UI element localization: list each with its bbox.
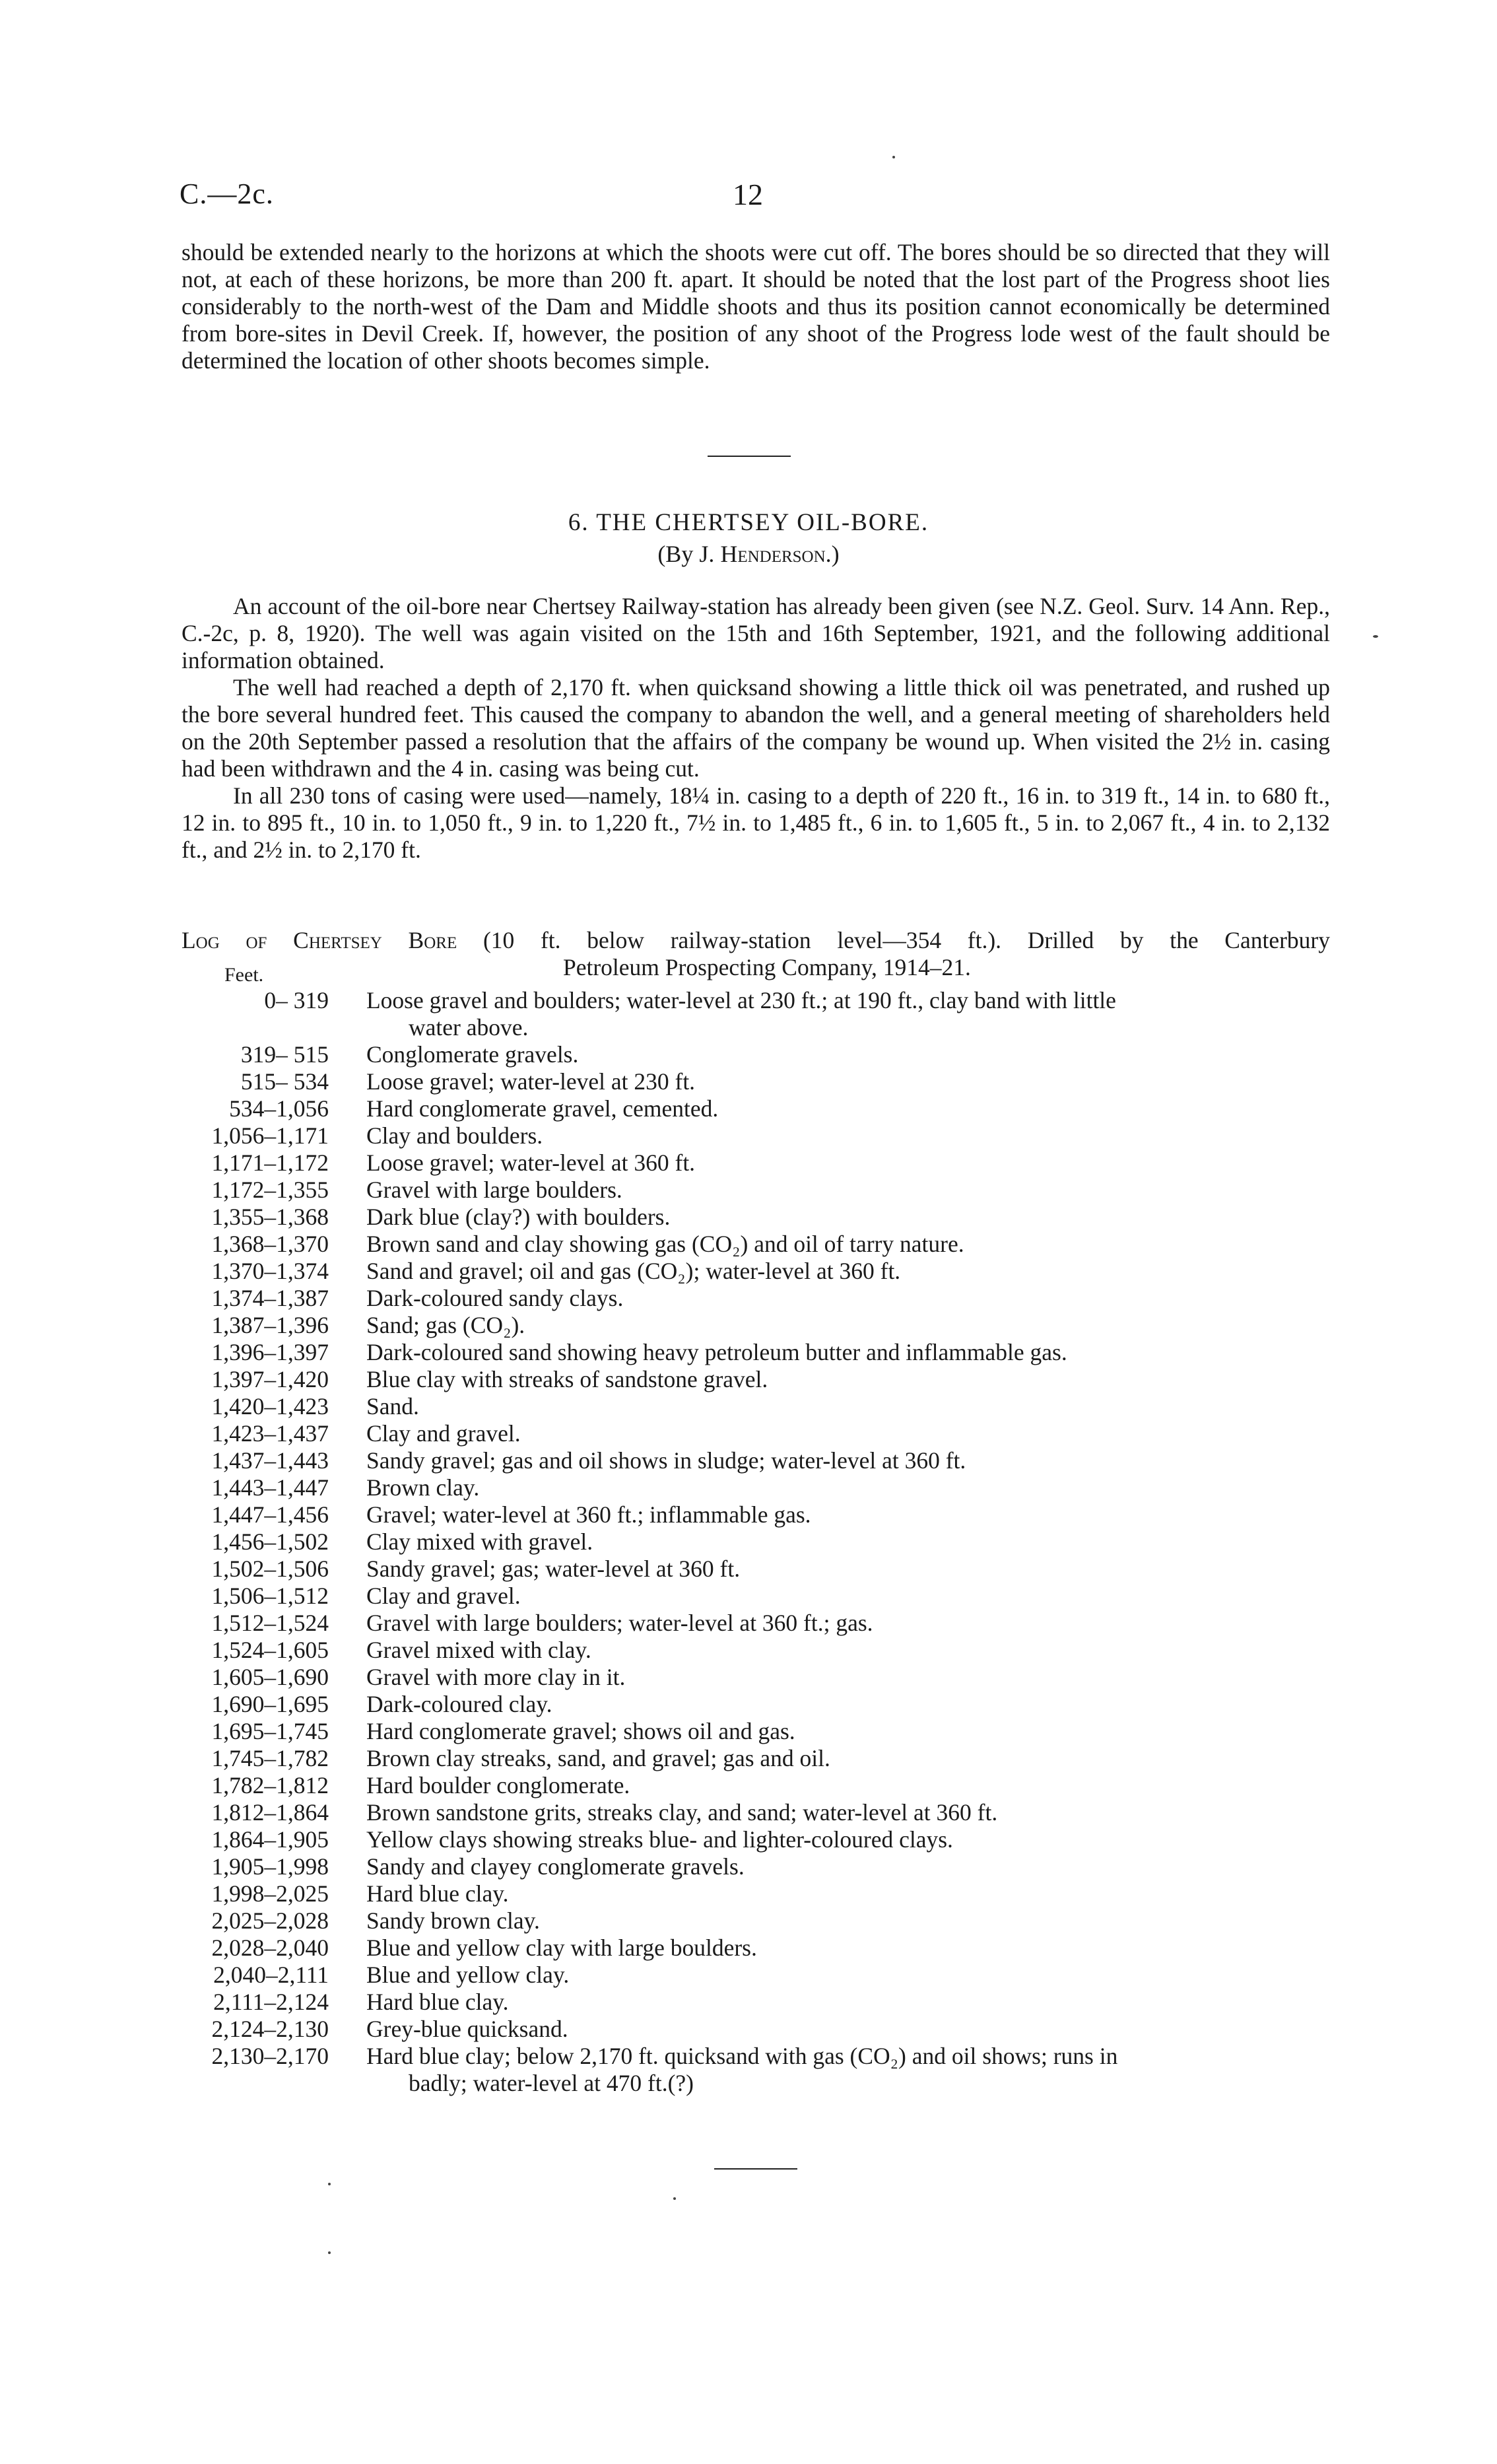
- log-caption-line1: [182, 927, 1330, 954]
- log-row: [178, 1312, 1340, 1339]
- log-description: [366, 1447, 1340, 1474]
- log-description: [366, 1556, 1340, 1583]
- paragraph-1: An account of the oil-bore near Chertsey Railway-station has already been given (see N.Z. Geol. Surv. 14 Ann. Rep., C.-2c, p. 8, 1920). The well was again visited on the 15th and 16th September, 1921, and the following additional information obtained.: [182, 593, 1330, 673]
- log-depth: 1,370–1,374: [211, 1258, 329, 1284]
- log-description-text: Gravel with more clay in it.: [366, 1664, 626, 1690]
- log-row: [178, 1420, 1340, 1447]
- log-depth: 1,396–1,397: [211, 1339, 329, 1365]
- log-description: [366, 1880, 1340, 1907]
- log-depth: 2,124–2,130: [211, 2016, 329, 2042]
- log-description-text: Blue clay with streaks of sandstone gravel.: [366, 1366, 768, 1392]
- log-depth: 1,695–1,745: [211, 1718, 329, 1744]
- log-depth: 2,025–2,028: [211, 1907, 329, 1934]
- log-row: [178, 2043, 1340, 2097]
- log-depth: 1,447–1,456: [211, 1501, 329, 1528]
- log-row: [178, 1339, 1340, 1366]
- log-description-text: Clay and gravel.: [366, 1583, 521, 1609]
- log-row: [178, 1393, 1340, 1420]
- scan-speck: [892, 156, 895, 158]
- log-row: [178, 1745, 1340, 1772]
- log-depth: 1,423–1,437: [211, 1420, 329, 1447]
- log-description: [366, 1149, 1340, 1177]
- log-description-text: Sandy gravel; gas and oil shows in sludge; water-level at 360 ft.: [366, 1447, 966, 1474]
- log-depth: 1,812–1,864: [211, 1799, 329, 1826]
- log-description-text: Dark-coloured clay.: [366, 1691, 552, 1717]
- log-caption-label: Log of Chertsey Bore: [182, 927, 457, 953]
- log-depth: 1,171–1,172: [211, 1149, 329, 1176]
- log-row: [178, 1474, 1340, 1501]
- author-suffix: .): [825, 541, 840, 567]
- log-depth: 0– 319: [264, 987, 329, 1013]
- log-depth: 1,512–1,524: [211, 1610, 329, 1636]
- log-row: [178, 1041, 1340, 1068]
- log-row: [178, 1501, 1340, 1528]
- log-description-text: Dark-coloured sand showing heavy petroleum butter and inflammable gas.: [366, 1339, 1067, 1365]
- log-depth: 2,028–2,040: [211, 1934, 329, 1961]
- log-row: [178, 1095, 1340, 1122]
- log-depth: 1,524–1,605: [211, 1637, 329, 1663]
- log-depth: 1,397–1,420: [211, 1366, 329, 1392]
- log-row: [178, 1204, 1340, 1231]
- log-description-text: Sandy gravel; gas; water-level at 360 ft.: [366, 1556, 741, 1582]
- log-description: [366, 1285, 1340, 1312]
- log-description-text: Hard blue clay; below 2,170 ft. quicksand with gas (CO₂) and oil shows; runs in: [366, 2043, 1118, 2069]
- paragraph-3: In all 230 tons of casing were used—namely, 18¼ in. casing to a depth of 220 ft., 16 in. to 319 ft., 14 in. to 680 ft., 12 in. to 895 ft., 10 in. to 1,050 ft., 9 in. to 1,220 ft., 7½ in. to 1,485 ft., 6 in. to 1,605 ft., 5 in. to 2,067 ft., 4 in. to 2,132 ft., and 2½ in. to 2,170 ft.: [182, 782, 1330, 863]
- log-depth: 515– 534: [240, 1068, 329, 1095]
- page-number: 12: [733, 178, 763, 211]
- log-depth: 1,420–1,423: [211, 1393, 329, 1420]
- log-description: [366, 1312, 1340, 1339]
- log-description: [366, 1934, 1340, 1962]
- log-description-text: Brown sand and clay showing gas (CO₂) and oil of tarry nature.: [366, 1231, 964, 1257]
- scan-speck: [1373, 635, 1378, 638]
- log-row: [178, 1664, 1340, 1691]
- log-row: [178, 1826, 1340, 1853]
- log-description: [366, 1068, 1340, 1095]
- log-description: [366, 1177, 1340, 1204]
- log-depth: 1,172–1,355: [211, 1177, 329, 1203]
- log-description-text: Loose gravel; water-level at 230 ft.: [366, 1068, 696, 1095]
- log-depth: 2,040–2,111: [213, 1962, 329, 1988]
- log-depth: 2,130–2,170: [211, 2043, 329, 2069]
- log-row: [178, 1258, 1340, 1285]
- log-depth: 1,387–1,396: [211, 1312, 329, 1338]
- log-depth: 1,905–1,998: [211, 1853, 329, 1880]
- log-row: [178, 1528, 1340, 1556]
- log-description: [366, 1041, 1340, 1068]
- log-description-text: Sand and gravel; oil and gas (CO₂); water-level at 360 ft.: [366, 1258, 901, 1284]
- log-description-text: Gravel with large boulders.: [366, 1177, 622, 1203]
- log-description-text: Brown sandstone grits, streaks clay, and sand; water-level at 360 ft.: [366, 1799, 998, 1826]
- log-description-text: Gravel with large boulders; water-level at 360 ft.; gas.: [366, 1610, 873, 1636]
- log-depth: 1,782–1,812: [211, 1772, 329, 1798]
- log-description: [366, 1962, 1340, 1989]
- log-caption-line2: Petroleum Prospecting Company, 1914–21.: [563, 954, 971, 980]
- log-description-text: Dark blue (clay?) with boulders.: [366, 1204, 671, 1230]
- log-depth: 1,506–1,512: [211, 1583, 329, 1609]
- log-description: [366, 2043, 1340, 2097]
- log-description-text: Sandy brown clay.: [366, 1907, 540, 1934]
- log-description: [366, 1853, 1340, 1880]
- divider-rule-bottom: [714, 2168, 797, 2170]
- section-author: [0, 540, 1497, 568]
- log-description-text: Gravel; water-level at 360 ft.; inflammable gas.: [366, 1501, 811, 1528]
- log-depth: 1,605–1,690: [211, 1664, 329, 1690]
- log-row: [178, 1718, 1340, 1745]
- log-row: [178, 2016, 1340, 2043]
- log-description: [366, 1474, 1340, 1501]
- log-description: [366, 1989, 1340, 2016]
- log-depth: 1,745–1,782: [211, 1745, 329, 1771]
- log-depth: 1,437–1,443: [211, 1447, 329, 1474]
- log-description: [366, 1339, 1340, 1366]
- log-description-text: Loose gravel and boulders; water-level at 230 ft.; at 190 ft., clay band with little: [366, 987, 1116, 1013]
- log-depth: 1,374–1,387: [211, 1285, 329, 1311]
- log-description-text: Conglomerate gravels.: [366, 1041, 579, 1068]
- log-description: [366, 2016, 1340, 2043]
- log-description-text: Hard boulder conglomerate.: [366, 1772, 630, 1798]
- log-row: [178, 1366, 1340, 1393]
- log-row: [178, 1907, 1340, 1934]
- log-row: [178, 1772, 1340, 1799]
- log-depth: 1,864–1,905: [211, 1826, 329, 1853]
- divider-rule-top: [708, 456, 791, 457]
- log-description-text: Hard blue clay.: [366, 1989, 509, 2015]
- log-description-text: Clay and boulders.: [366, 1122, 543, 1149]
- log-row: [178, 1962, 1340, 1989]
- log-description: [366, 1583, 1340, 1610]
- log-row: [178, 1068, 1340, 1095]
- log-description: [366, 1772, 1340, 1799]
- log-depth: 1,998–2,025: [211, 1880, 329, 1907]
- log-row: [178, 1637, 1340, 1664]
- log-row: [178, 1122, 1340, 1149]
- log-description-text: Sandy and clayey conglomerate gravels.: [366, 1853, 745, 1880]
- log-depth: 1,368–1,370: [211, 1231, 329, 1257]
- log-row: [178, 1880, 1340, 1907]
- intro-paragraph: should be extended nearly to the horizons at which the shoots were cut off. The bores should be so directed that they will not, at each of these horizons, be more than 200 ft. apart. It should be noted that the lost part of the Progress shoot lies considerably to the north-west of the Dam and Middle shoots and thus its position cannot economically be determined from bore-sites in Devil Creek. If, however, the position of any shoot of the Progress lode west of the fault should be determined the location of other shoots becomes simple.: [182, 239, 1330, 374]
- log-depth: 1,056–1,171: [211, 1122, 329, 1149]
- log-depth: 534–1,056: [229, 1095, 329, 1122]
- log-row: [178, 1285, 1340, 1312]
- log-description-text: Clay and gravel.: [366, 1420, 521, 1447]
- log-row: [178, 1231, 1340, 1258]
- log-description-text: Hard conglomerate gravel; shows oil and gas.: [366, 1718, 795, 1744]
- log-row: [178, 1989, 1340, 2016]
- section-title: 6. THE CHERTSEY OIL-BORE.: [568, 509, 929, 536]
- intro-text: [182, 239, 1330, 374]
- log-description: [366, 1528, 1340, 1556]
- log-row: [178, 1610, 1340, 1637]
- author-name: Henderson: [720, 541, 826, 567]
- log-description: [366, 1907, 1340, 1934]
- log-description: [366, 1799, 1340, 1826]
- paragraph-2: The well had reached a depth of 2,170 ft. when quicksand showing a little thick oil was penetrated, and rushed up the bore several hundred feet. This caused the company to abandon the well, and a general meeting of shareholders held on the 20th September passed a resolution that the affairs of the company be wound up. When visited the 2½ in. casing had been withdrawn and the 4 in. casing was being cut.: [182, 674, 1330, 782]
- log-description: [366, 1204, 1340, 1231]
- log-caption-rest: (10 ft. below railway-station level—354 ft.). Drilled by the Canterbury: [457, 927, 1331, 953]
- log-depth: 1,355–1,368: [211, 1204, 329, 1230]
- log-description-text: Hard conglomerate gravel, cemented.: [366, 1095, 719, 1122]
- log-description-text: Blue and yellow clay.: [366, 1962, 570, 1988]
- log-row: [178, 1934, 1340, 1962]
- log-description: [366, 1420, 1340, 1447]
- log-description-text: Hard blue clay.: [366, 1880, 509, 1907]
- log-row: [178, 1799, 1340, 1826]
- log-row: [178, 1691, 1340, 1718]
- log-depth: 1,443–1,447: [211, 1474, 329, 1501]
- author-prefix: (By J.: [657, 541, 721, 567]
- log-description: [366, 987, 1340, 1041]
- log-description: [366, 1637, 1340, 1664]
- log-description-text: Brown clay streaks, sand, and gravel; gas and oil.: [366, 1745, 830, 1771]
- log-row: [178, 1853, 1340, 1880]
- log-description-text: Dark-coloured sandy clays.: [366, 1285, 624, 1311]
- log-description: [366, 1691, 1340, 1718]
- scan-speck: [328, 2251, 331, 2254]
- log-feet-header: Feet.: [224, 964, 264, 986]
- scan-speck: [673, 2197, 676, 2200]
- log-row: [178, 1149, 1340, 1177]
- log-row: [178, 1556, 1340, 1583]
- log-description-text: Loose gravel; water-level at 360 ft.: [366, 1149, 696, 1176]
- log-depth: 1,456–1,502: [211, 1528, 329, 1555]
- log-description: [366, 1718, 1340, 1745]
- log-description-continuation: badly; water-level at 470 ft.(?): [409, 2070, 694, 2096]
- log-caption: [182, 927, 1330, 981]
- log-description: [366, 1745, 1340, 1772]
- log-row: [178, 1177, 1340, 1204]
- log-description: [366, 1501, 1340, 1528]
- bore-log-table: [178, 987, 1340, 2097]
- log-description-text: Brown clay.: [366, 1474, 480, 1501]
- log-depth: 319– 515: [240, 1041, 329, 1068]
- log-description: [366, 1258, 1340, 1285]
- page-header-ref: C.—2c.: [180, 178, 274, 210]
- log-description-text: Grey-blue quicksand.: [366, 2016, 568, 2042]
- log-row: [178, 1583, 1340, 1610]
- log-description: [366, 1393, 1340, 1420]
- log-description: [366, 1095, 1340, 1122]
- log-description-continuation: water above.: [409, 1014, 529, 1041]
- log-depth: 1,502–1,506: [211, 1556, 329, 1582]
- log-description-text: Gravel mixed with clay.: [366, 1637, 591, 1663]
- log-depth: 1,690–1,695: [211, 1691, 329, 1717]
- log-description: [366, 1122, 1340, 1149]
- log-description-text: Sand; gas (CO₂).: [366, 1312, 525, 1338]
- log-description-text: Blue and yellow clay with large boulders.: [366, 1934, 757, 1961]
- log-description: [366, 1366, 1340, 1393]
- body-text: [182, 593, 1330, 864]
- log-row: [178, 987, 1340, 1041]
- scan-speck: [328, 2183, 331, 2185]
- log-description-text: Clay mixed with gravel.: [366, 1528, 593, 1555]
- log-description: [366, 1664, 1340, 1691]
- log-description: [366, 1231, 1340, 1258]
- log-description: [366, 1610, 1340, 1637]
- log-description: [366, 1826, 1340, 1853]
- log-depth: 2,111–2,124: [213, 1989, 329, 2015]
- log-description-text: Sand.: [366, 1393, 419, 1420]
- log-description-text: Yellow clays showing streaks blue- and lighter-coloured clays.: [366, 1826, 953, 1853]
- log-row: [178, 1447, 1340, 1474]
